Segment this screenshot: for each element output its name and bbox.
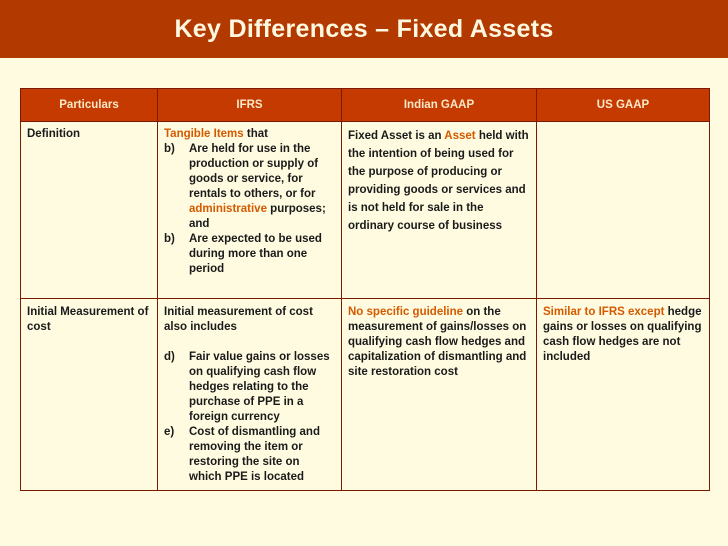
cell-definition-particular: Definition <box>21 122 158 299</box>
cell-definition-us-gaap <box>537 122 710 299</box>
list-text: Cost of dismantling and removing the item or restoring the site on which PPE is located <box>189 426 320 483</box>
row-definition <box>21 122 710 299</box>
tangible-items-highlight: Tangible Items <box>164 128 244 140</box>
indian-def-part1: Fixed Asset is an <box>348 130 445 142</box>
cell-measurement-us-gaap <box>537 299 710 491</box>
cell-definition-ifrs <box>158 122 342 299</box>
list-marker: b) <box>164 233 175 245</box>
row-initial-measurement <box>21 299 710 491</box>
list-item <box>164 350 335 425</box>
title-banner <box>0 0 728 58</box>
measurement-ifrs-list <box>164 350 335 485</box>
comparison-table <box>20 88 710 491</box>
cell-definition-indian-gaap <box>342 122 537 299</box>
cell-measurement-indian-gaap <box>342 299 537 491</box>
asset-highlight: Asset <box>444 130 476 142</box>
measurement-ifrs-intro: Initial measurement of cost also includes <box>164 306 313 333</box>
list-text <box>189 142 335 232</box>
list-item <box>164 142 335 232</box>
list-marker: b) <box>164 143 175 155</box>
list-item <box>164 425 335 485</box>
indian-measurement-rest: on the measurement of gains/losses on qualifying cash flow hedges and capitalization of dismantling and site restoration cost <box>348 306 527 378</box>
list-item <box>164 232 335 277</box>
list-text: Fair value gains or losses on qualifying cash flow hedges relating to the purchase of PPE in a foreign currency <box>189 351 330 423</box>
text-part: purposes; and <box>189 203 326 230</box>
text-part: Are held for use in the production or supply of goods or service, for rentals to others, or for <box>189 143 319 200</box>
no-guideline-highlight: No specific guideline <box>348 306 464 318</box>
header-row <box>21 89 710 122</box>
cell-measurement-particular: Initial Measurement of cost <box>21 299 158 491</box>
similar-ifrs-highlight: Similar to IFRS except <box>543 306 665 318</box>
cell-measurement-ifrs <box>158 299 342 491</box>
header-ifrs: IFRS <box>158 89 342 122</box>
definition-ifrs-list <box>164 142 335 277</box>
header-particulars: Particulars <box>21 89 158 122</box>
definition-ifrs-intro-rest: that <box>243 128 268 140</box>
page-title: Key Differences – Fixed Assets <box>174 14 554 43</box>
list-marker: e) <box>164 426 175 438</box>
text-part: Are expected to be used during more than one period <box>189 233 322 275</box>
list-marker: d) <box>164 351 175 363</box>
indian-def-part2: held with the intention of being used for the purpose of producing or providing goods or services and is not held for sale in the ordinary course of business <box>348 130 529 232</box>
highlight-text: administrative <box>189 203 267 215</box>
header-us-gaap: US GAAP <box>537 89 710 122</box>
list-text <box>189 232 335 277</box>
definition-ifrs-intro <box>164 127 335 142</box>
header-indian-gaap: Indian GAAP <box>342 89 537 122</box>
us-measurement-rest: hedge gains or losses on qualifying cash flow hedges are not included <box>543 306 702 363</box>
